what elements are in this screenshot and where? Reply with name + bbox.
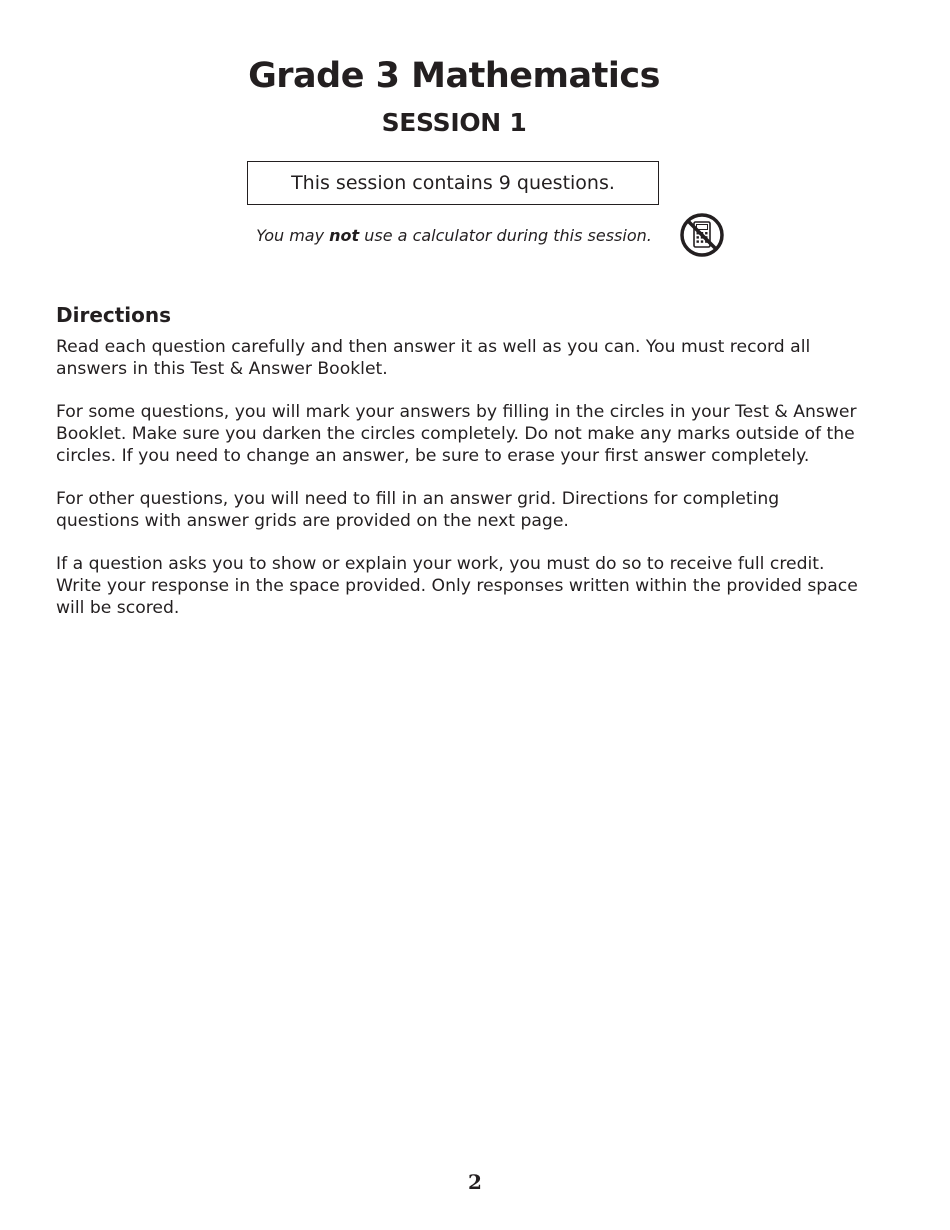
directions-paragraph-1: Read each question carefully and then answer it as well as you can. You must record all answers in this Test & Answer Booklet. bbox=[56, 337, 811, 379]
questions-count-box bbox=[247, 161, 659, 205]
directions-paragraph-4: If a question asks you to show or explain your work, you must do so to receive full credit. Write your response in the space provided. Only responses written within the provided space will be scored. bbox=[56, 554, 858, 618]
calculator-note-emphasis: not bbox=[329, 226, 360, 245]
questions-count-text: This session contains 9 questions. bbox=[291, 172, 615, 194]
calculator-note bbox=[200, 226, 708, 245]
no-calculator-icon bbox=[679, 212, 725, 258]
calculator-note-start: You may bbox=[256, 226, 330, 245]
page-title: Grade 3 Mathematics bbox=[248, 56, 660, 96]
session-label: SESSION 1 bbox=[381, 108, 527, 137]
calculator-note-end: use a calculator during this session. bbox=[359, 226, 652, 245]
directions-paragraph-2: For some questions, you will mark your answers by filling in the circles in your Test & Answer Booklet. Make sure you darken the circles completely. Do not make any marks outside of the circles. If you need to change an answer, be sure to erase your first answer completely. bbox=[56, 402, 857, 466]
directions-section bbox=[56, 302, 866, 640]
directions-paragraph-3: For other questions, you will need to fill in an answer grid. Directions for completing questions with answer grids are provided on the next page. bbox=[56, 489, 780, 531]
page-number: 2 bbox=[468, 1170, 482, 1194]
directions-heading: Directions bbox=[56, 303, 172, 327]
